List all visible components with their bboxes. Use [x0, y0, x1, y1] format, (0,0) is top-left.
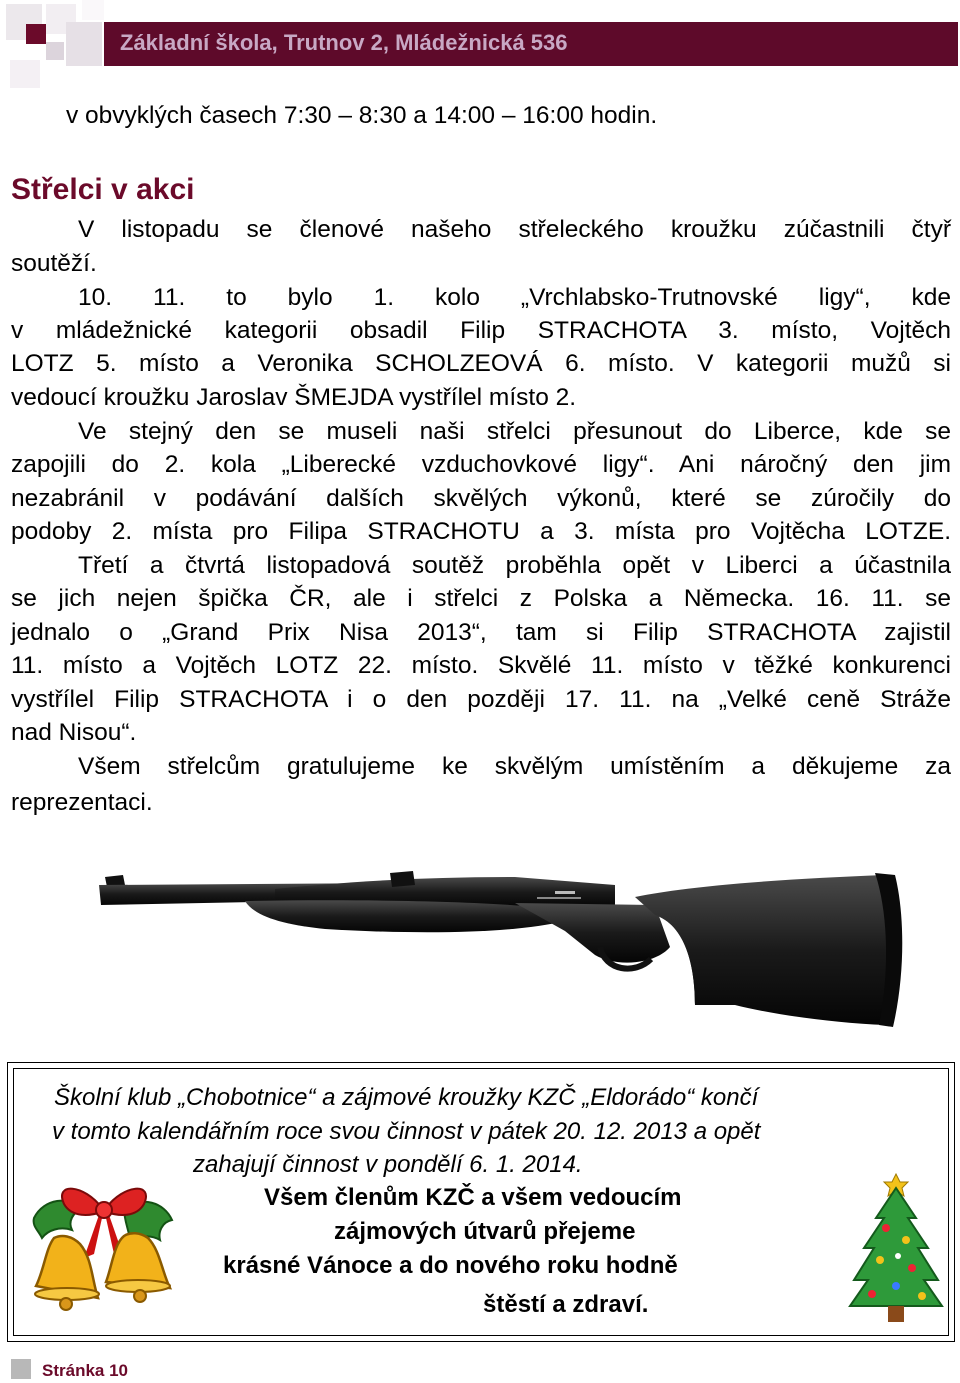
article-heading: Střelci v akci [11, 173, 195, 206]
header-title: Základní škola, Trutnov 2, Mládežnická 536 [120, 30, 568, 55]
article-line: podoby 2. místa pro Filipa STRACHOTU a 3. místa pro Vojtěcha LOTZE. [11, 518, 951, 545]
article-line: soutěží. [11, 250, 97, 277]
greeting-line: Všem členům KZČ a všem vedoucím [264, 1184, 682, 1211]
article-line: V listopadu se členové našeho střeleckého kroužku zúčastnili čtyř [78, 216, 951, 243]
article-line: zapojili do 2. kola „Liberecké vzduchovkové ligy“. Ani náročný den jim [11, 451, 951, 478]
article-line: v mládežnické kategorii obsadil Filip STRACHOTA 3. místo, Vojtěch [11, 317, 951, 344]
article-line: vedoucí kroužku Jaroslav ŠMEJDA vystřílel místo 2. [11, 384, 577, 411]
article-line: se jich nejen špička ČR, ale i střelci z Polska a Německa. 16. 11. se [11, 585, 951, 612]
notice-line: Školní klub „Chobotnice“ a zájmové kroužky KZČ „Eldorádo“ končí [54, 1084, 759, 1111]
article-line: vystřílel Filip STRACHOTA i o den později 17. 11. na „Velké ceně Stráže [11, 686, 951, 713]
intro-line: v obvyklých časech 7:30 – 8:30 a 14:00 – 16:00 hodin. [66, 102, 658, 129]
article-line: 10. 11. to bylo 1. kolo „Vrchlabsko-Trutnovské ligy“, kde [78, 284, 951, 311]
article-line: reprezentaci. [11, 789, 153, 816]
christmas-bells-icon [24, 1178, 184, 1318]
article-line: LOTZ 5. místo a Veronika SCHOLZEOVÁ 6. místo. V kategorii mužů si [11, 350, 951, 377]
greeting-line: štěstí a zdraví. [483, 1291, 649, 1318]
article-line: jednalo o „Grand Prix Nisa 2013“, tam si Filip STRACHOTA zajistil [11, 619, 951, 646]
article-line: Všem střelcům gratulujeme ke skvělým umístěním a děkujeme za [78, 753, 951, 780]
greeting-line: krásné Vánoce a do nového roku hodně [223, 1252, 678, 1279]
notice-line: zahajují činnost v pondělí 6. 1. 2014. [193, 1151, 583, 1178]
article-line: 11. místo a Vojtěch LOTZ 22. místo. Skvělé 11. místo v těžké konkurenci [11, 652, 951, 679]
footer-square [11, 1359, 31, 1379]
article-line: nezabránil v podávání dalších skvělých výkonů, které se zúročily do [11, 485, 951, 512]
rifle-image [95, 855, 905, 1040]
greeting-line: zájmových útvarů přejeme [334, 1218, 636, 1245]
article-line: Ve stejný den se museli naši střelci přesunout do Liberce, kde se [78, 418, 951, 445]
article-line: nad Nisou“. [11, 719, 137, 746]
christmas-tree-icon [846, 1168, 946, 1328]
page-number: Stránka 10 [42, 1361, 128, 1380]
article-line: Třetí a čtvrtá listopadová soutěž proběhla opět v Liberci a účastnila [78, 552, 951, 579]
notice-line: v tomto kalendářním roce svou činnost v pátek 20. 12. 2013 a opět [52, 1118, 761, 1145]
